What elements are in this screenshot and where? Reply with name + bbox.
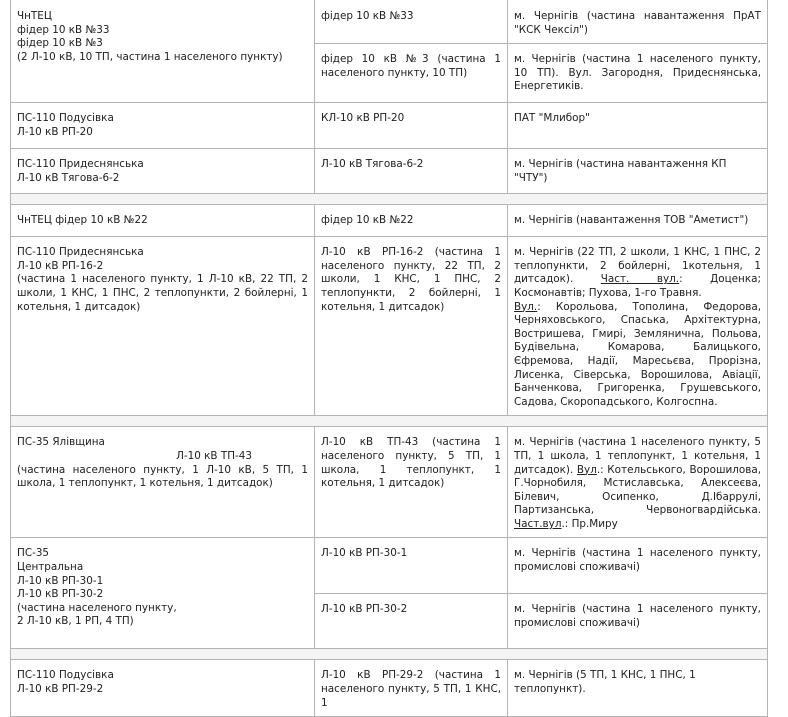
power-supply-table — [10, 0, 768, 717]
consumer-cell: м. Чернігів (частина навантаження ПрАТ "КСК Чексіл") — [508, 0, 768, 44]
line-cell: Л-10 кВ Тягова-6-2 — [315, 149, 508, 194]
consumer-cell: м. Чернігів (навантаження ТОВ "Аметист") — [508, 205, 768, 237]
consumer-cell: м. Чернігів (22 ТП, 2 школи, 1 КНС, 1 ПНС, 2 теплопункти, 2 бойлерні, 1котельня, 1 дитсадок). Част. вул.: Доценка; Космонавтів; Пухова, 1-го Травня. Вул.: Корольова, Тополина, Федорова, Черняховського, Спаська, Архітектурна, Востришева, Гмирі, Землянична, Польова, Будівельна, Комарова, Балицького, Єфремова, Надії, Маресьєва, Прорізна, Лисенка, Сіверська, Ворошилова, Авіації, Банченкова, Григоренка, Грушевського, Садова, Скоропадського, Колгоспна. — [508, 237, 768, 416]
consumer-cell: м. Чернігів (частина 1 населеного пункту, 10 ТП). Вул. Загородня, Придеснянська, Енергетиків. — [508, 44, 768, 103]
table-row — [11, 237, 768, 416]
line-cell: фідер 10 кВ №22 — [315, 205, 508, 237]
supply-source-cell: ЧнТЕЦ фідер 10 кВ №33 фідер 10 кВ №3 (2 Л-10 кВ, 10 ТП, частина 1 населеного пункту) — [11, 0, 315, 103]
line-cell: фідер 10 кВ №3 (частина 1 населеного пункту, 10 ТП) — [315, 44, 508, 103]
table-row — [11, 427, 768, 538]
table-spacer-row — [11, 416, 768, 427]
supply-source-cell: ПС-110 Придеснянська Л-10 кВ Тягова-6-2 — [11, 149, 315, 194]
line-cell: Л-10 кВ РП-29-2 (частина 1 населеного пункту, 5 ТП, 1 КНС, 1 — [315, 660, 508, 717]
consumer-cell: м. Чернігів (5 ТП, 1 КНС, 1 ПНС, 1 теплопункт). — [508, 660, 768, 717]
table-row — [11, 660, 768, 717]
table-row — [11, 0, 768, 44]
consumer-cell: м. Чернігів (частина 1 населеного пункту, 5 ТП, 1 школа, 1 теплопункт, 1 котельня, 1 дитсадок). Вул.: Котельського, Ворошилова, Г.Чорнобиля, Мстиславська, Алексеєва, Білевич, Осипенко, Д.Ібаррулі, Партизанська, Червоногвардійська. Част.вул.: Пр.Миру — [508, 427, 768, 538]
supply-source-cell: ПС-110 Придеснянська Л-10 кВ РП-16-2 (частина 1 населеного пункту, 1 Л-10 кВ, 22 ТП, 2 школи, 1 КНС, 1 ПНС, 2 теплопункти, 2 бойлерні, 1 котельня, 1 дитсадок) — [11, 237, 315, 416]
consumer-cell: м. Чернігів (частина навантаження КП "ЧТУ") — [508, 149, 768, 194]
table-row — [11, 538, 768, 594]
consumer-cell: м. Чернігів (частина 1 населеного пункту, промислові споживачі) — [508, 593, 768, 649]
line-cell: фідер 10 кВ №33 — [315, 0, 508, 44]
line-cell: Л-10 кВ РП-30-2 — [315, 593, 508, 649]
supply-source-cell: ПС-110 Подусівка Л-10 кВ РП-20 — [11, 103, 315, 149]
table-row — [11, 103, 768, 149]
line-cell: КЛ-10 кВ РП-20 — [315, 103, 508, 149]
consumer-cell: м. Чернігів (частина 1 населеного пункту, промислові споживачі) — [508, 538, 768, 594]
supply-source-cell: ПС-35 Центральна Л-10 кВ РП-30-1 Л-10 кВ РП-30-2 (частина населеного пункту, 2 Л-10 кВ, 1 РП, 4 ТП) — [11, 538, 315, 649]
supply-source-cell: ПС-35 Ялівщина Л-10 кВ ТП-43 (частина населеного пункту, 1 Л-10 кВ, 5 ТП, 1 школа, 1 теплопункт, 1 котельня, 1 дитсадок) — [11, 427, 315, 538]
consumer-cell: ПАТ "Млибор" — [508, 103, 768, 149]
supply-source-cell: ЧнТЕЦ фідер 10 кВ №22 — [11, 205, 315, 237]
line-cell: Л-10 кВ РП-16-2 (частина 1 населеного пункту, 22 ТП, 2 школи, 1 КНС, 1 ПНС, 2 теплопункти, 2 бойлерні, 1 котельня, 1 дитсадок) — [315, 237, 508, 416]
table-spacer-row — [11, 649, 768, 660]
table-spacer-row — [11, 194, 768, 205]
table-row — [11, 149, 768, 194]
line-cell: Л-10 кВ РП-30-1 — [315, 538, 508, 594]
supply-source-cell: ПС-110 Подусівка Л-10 кВ РП-29-2 — [11, 660, 315, 717]
line-cell: Л-10 кВ ТП-43 (частина 1 населеного пункту, 5 ТП, 1 школа, 1 теплопункт, 1 котельня, 1 дитсадок) — [315, 427, 508, 538]
table-row — [11, 205, 768, 237]
